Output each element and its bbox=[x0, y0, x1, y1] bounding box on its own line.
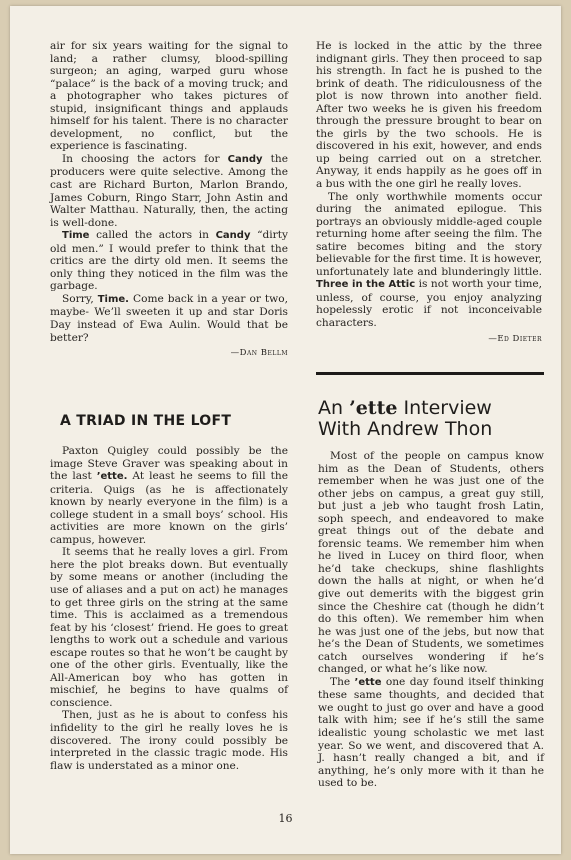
headline-line-1 bbox=[318, 398, 548, 419]
paragraph bbox=[50, 229, 288, 293]
interview-article-body bbox=[318, 450, 544, 790]
text: Come back in a year or two, maybe- We’ll sweeten it up and star Doris Day instead of Ewa Aulin. Would that be better? bbox=[50, 292, 288, 344]
text: Paxton Quigley could possibly be the image Steve Graver was speaking about in the last bbox=[50, 445, 288, 483]
paragraph bbox=[50, 153, 288, 229]
text: Interview bbox=[403, 397, 492, 419]
author-name: Dan Bellm bbox=[239, 348, 288, 359]
text: is not worth your time, unless, of course, you enjoy analyzing hopelessly erotic if not inconceivable characters. bbox=[316, 278, 543, 330]
text: In choosing the actors for bbox=[62, 152, 220, 165]
section-divider bbox=[316, 372, 544, 375]
text: At least he seems to fill the criteria. Quigs (as he is affectionately known by nearly everyone in the film) is a college student in a small boys’ school. His activities are more known on the girls’ campus, however. bbox=[50, 470, 288, 546]
article-headline: A TRIAD IN THE LOFT bbox=[60, 413, 232, 429]
publication-name: ’ette. bbox=[96, 471, 128, 483]
paragraph bbox=[50, 293, 288, 344]
paragraph bbox=[316, 191, 542, 330]
headline-line-2: With Andrew Thon bbox=[318, 418, 493, 440]
byline bbox=[316, 333, 542, 346]
triad-article-body bbox=[50, 445, 288, 772]
dash: — bbox=[488, 333, 498, 344]
text: the producers were quite selective. Among the cast are Richard Burton, Marlon Brando, James Coburn, Ringo Starr, John Astin and Walter Matthau. Naturally, then, the acting is well-done. bbox=[50, 152, 289, 229]
magazine-name: Time. bbox=[97, 293, 129, 305]
film-title: Three in the Attic bbox=[316, 279, 416, 291]
page-number: 16 bbox=[278, 812, 293, 825]
interview-headline bbox=[318, 398, 548, 440]
candy-review-continuation bbox=[50, 40, 288, 360]
text: called the actors in bbox=[96, 229, 209, 242]
paragraph bbox=[318, 676, 544, 790]
text: Sorry, bbox=[62, 292, 94, 305]
publication-name: ’ette bbox=[349, 397, 398, 419]
paragraph: It seems that he really loves a girl. From here the plot breaks down. But eventually by some means or another (including the use of aliases and a put on act) he manages to get three girls on the string at the same time. This is acclaimed as a tremendous feat by his ‘closest’ friend. He goes to great lengths to work out a schedule and various escape routes so that he won’t be caught by one of the other girls. Eventually, like the All-American boy who has gotten in mischief, he begins to have qualms of conscience. bbox=[50, 546, 288, 709]
film-title: Candy bbox=[227, 153, 263, 165]
paragraph: He is locked in the attic by the three indignant girls. They then proceed to sap his strength. In fact he is pushed to the brink of death. The ridiculousness of the plot is now thrown into another field. After two weeks he is given his freedom through the pressure brought to bear on the girls by the two schools. He is discovered in his exit, however, and ends up being carried out on a stretcher. Anyway, it ends happily as he goes off in a bus with the one girl he really loves. bbox=[316, 40, 542, 191]
paragraph bbox=[50, 445, 288, 546]
attic-review-continuation bbox=[316, 40, 542, 345]
text: The bbox=[330, 675, 351, 688]
dash: — bbox=[230, 348, 240, 359]
text: one day found itself thinking these same thoughts, and decided that we ought to just go over and have a good talk with him; see if he’s still the same idealistic young scholastic we met last year. So we went, and discovered that A. J. hasn’t really changed a bit, and if anything, he’s only more with it than he used to be. bbox=[318, 675, 544, 790]
paragraph: Most of the people on campus know him as the Dean of Students, others remember when he was just one of the other jebs on campus, a great guy still, but just a jeb who taught frosh Latin, soph speech, and endeavored to make great things out of the debate and forensic teams. We remember him when he lived in Lucey on third floor, when he’d take checkups, shine flashlights down the halls at night, or when he’d give out demerits with the biggest grin since the Cheshire cat (though he didn’t do this often). We remember him when he was just one of the jebs, but now that he’s the Dean of Students, we sometimes catch ourselves wondering if he’s changed, or what he’s like now. bbox=[318, 450, 544, 676]
byline bbox=[50, 347, 288, 360]
text: An bbox=[318, 397, 344, 419]
text: “dirty old men.” I would prefer to think that the critics are the dirty old men. It seems the only thing they noticed in the film was the garbage. bbox=[50, 229, 288, 293]
magazine-name: Time bbox=[62, 230, 90, 242]
paragraph: air for six years waiting for the signal to land; a rather clumsy, blood-spilling surgeon; an aging, warped guru whose “palace” is the back of a moving truck; and a photographer who takes pictures of stupid, insignificant things and applauds himself for his talent. There is no character development, no conflict, but the experience is fascinating. bbox=[50, 40, 288, 153]
text: The only worthwhile moments occur during the animated epilogue. This portrays an obviously middle-aged couple returning home after seeing the film. The satire becomes biting and the story believable for the first time. It is however, unfortunately late and blunderingly little. bbox=[316, 190, 542, 278]
publication-name: ’ette bbox=[354, 676, 382, 688]
paragraph: Then, just as he is about to confess his infidelity to the girl he really loves he is discovered. The irony could possibly be interpreted in the classic tragic mode. His flaw is understated as a minor one. bbox=[50, 709, 288, 772]
author-name: Ed Dieter bbox=[497, 333, 542, 344]
film-title: Candy bbox=[215, 230, 251, 242]
